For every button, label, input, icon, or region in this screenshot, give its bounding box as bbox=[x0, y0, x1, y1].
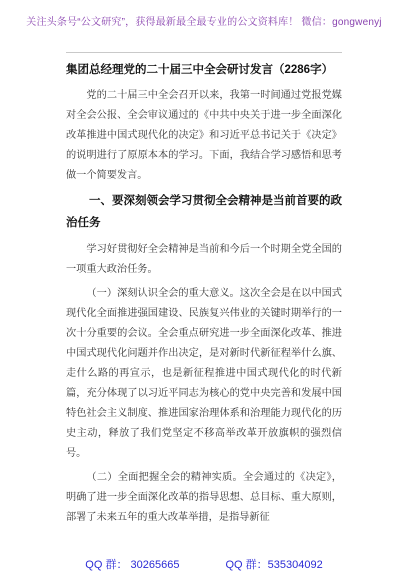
footer-contacts bbox=[0, 556, 408, 572]
document-title: 集团总经理党的二十届三中全会研讨发言（2286字） bbox=[66, 64, 334, 76]
document-body bbox=[66, 60, 342, 532]
paragraph-subsection-1: （一）深刻认识全会的重大意义。这次全会是在以中国式现代化全面推进强国建设、民族复兴伟业的关键时期举行的一次十分重要的会议。全会重点研究进一步全面深化改革、推进中国式现代化问题并作出决定，是对新时代新征程举什么旗、走什么路的再宣示，也是新征程推进中国式现代化的时代新篇，充分体现了以习近平同志为核心的党中央完善和发展中国特色社会主义制度、推进国家治理体系和治理能力现代化的历史主动，释放了我们党坚定不移高举改革开放旗帜的强烈信号。 bbox=[66, 288, 342, 459]
header-banner-text: 关注头条号“公文研究”，获得最新最全最专业的公文资料库！ 微信：gongwenyj bbox=[26, 16, 382, 28]
header-divider bbox=[66, 52, 342, 53]
footer-qq-group-left[interactable]: QQ 群： 30265665 bbox=[85, 559, 180, 571]
header-banner bbox=[0, 0, 408, 40]
paragraph-subsection-2: （二）全面把握全会的精神实质。全会通过的《决定》，明确了进一步全面深化改革的指导思想、总目标、重大原则，部署了未来五年的重大改革举措，是指导新征 bbox=[66, 472, 342, 523]
paragraph-section-intro: 学习好贯彻好全会精神是当前和今后一个时期全党全国的一项重大政治任务。 bbox=[66, 244, 342, 275]
section-heading-1: 一、要深刻领会学习贯彻全会精神是当前首要的政治任务 bbox=[66, 195, 342, 229]
paragraph-intro: 党的二十届三中全会召开以来，我第一时间通过党报党媒对全会公报、全会审议通过的《中共中央关于进一步全面深化改革推进中国式现代化的决定》和习近平总书记关于《决定》的说明进行了原原本本的学习。下面，我结合学习感悟和思考做一个简要发言。 bbox=[66, 90, 342, 181]
footer-qq-group-right[interactable]: QQ 群：535304092 bbox=[225, 559, 323, 571]
